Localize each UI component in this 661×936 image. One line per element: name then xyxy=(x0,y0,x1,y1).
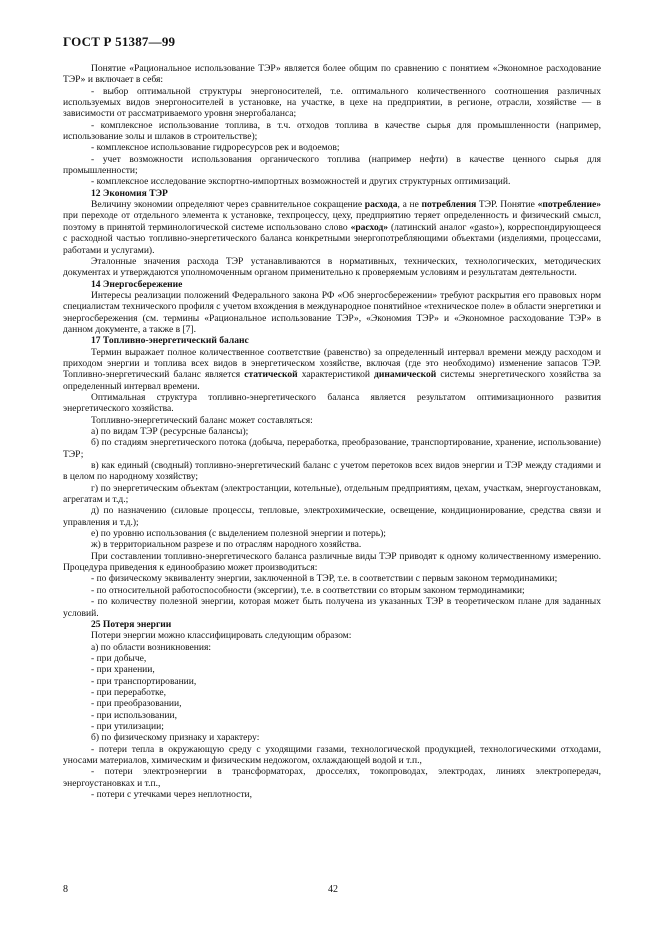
list-item: - при использовании, xyxy=(91,709,177,721)
list-item: - потери электроэнергии в трансформаторах, дросселях, токопроводах, электродах, линиях электропередач, энергоустановках и т.п., xyxy=(63,766,601,789)
list-item: - по физическому эквиваленту энергии, заключенной в ТЭР, т.е. в соответствии с первым законом термодинамики; xyxy=(91,573,558,585)
paragraph: - учет возможности использования органического топлива (например нефти) в качестве ценного сырья для промышленности; xyxy=(63,153,601,177)
document-header: ГОСТ Р 51387—99 xyxy=(63,34,176,49)
page-number-center: 42 xyxy=(328,884,338,895)
list-item: а) по области возникновения: xyxy=(91,641,212,653)
paragraph: Топливно-энергетический баланс может составляться: xyxy=(91,414,313,426)
section-heading-12: 12 Экономия ТЭР xyxy=(91,187,168,199)
list-item: д) по назначению (силовые процессы, тепловые, электрохимические, освещение, кондиционирование, средства связи и управления и т.д.); xyxy=(63,505,601,528)
paragraph: - комплексное использование топлива, в т.ч. отходов топлива в качестве сырья для промышленности (например, использование золы и шлаков в строительстве); xyxy=(63,119,601,143)
list-item: ж) в территориальном разрезе и по отраслям народного хозяйства. xyxy=(91,539,362,551)
paragraph: Интересы реализации положений Федерального закона РФ «Об энергосбережении» требуют раскрытия его правовых норм специалистам технического профиля с учетом вхождения в международное понятийное «техническое поле» в области энергетики и энергосбережения (см. термины «Рациональное использование ТЭР», «Экономия ТЭР» и «Экономное расходование ТЭР» в данном документе, а также в [7]. xyxy=(63,289,601,335)
paragraph: - выбор оптимальной структуры энергоносителей, т.е. оптимального количественного соотношения различных используемых видов энергоносителей в установке, на участке, в цехе на предприятии, в регионе, отрасли, хозяйстве — в зависимости от рассматриваемого уровня энергобаланса; xyxy=(63,85,601,120)
list-item: а) по видам ТЭР (ресурсные балансы); xyxy=(91,426,249,437)
paragraph: - комплексное исследование экспортно-импортных возможностей и других структурных оптимизаций. xyxy=(91,176,511,188)
document-body xyxy=(63,63,601,800)
list-item: - потери с утечками через неплотности, xyxy=(91,789,253,800)
list-item: - при транспортировании, xyxy=(91,675,197,687)
list-item: е) по уровню использования (с выделением полезной энергии и потерь); xyxy=(91,528,386,540)
section-heading-14: 14 Энергосбережение xyxy=(91,278,183,290)
paragraph: Эталонные значения расхода ТЭР устанавливаются в нормативных, технических, технологических, методических документах и утверждаются уполномоченным органом применительно к проверяемым условиям и результатам деятельности. xyxy=(63,255,601,279)
list-item: - по относительной работоспособности (эксергии), т.е. в соответствии со вторым законом термодинамики; xyxy=(91,584,525,596)
list-item: б) по физическому признаку и характеру: xyxy=(91,732,260,744)
section-heading-17: 17 Топливно-энергетический баланс xyxy=(91,335,249,347)
list-item: - по количеству полезной энергии, которая может быть получена из указанных ТЭР в теоретическом плане для заданных условий. xyxy=(63,596,601,619)
list-item: в) как единый (сводный) топливно-энергетический баланс с учетом перетоков всех видов энергии и ТЭР между стадиями и в целом по народному хозяйству; xyxy=(63,460,601,483)
list-item: - при переработке, xyxy=(91,686,167,698)
page-number-left: 8 xyxy=(63,884,68,895)
list-item: - при преобразовании, xyxy=(91,698,182,710)
list-item: - при хранении, xyxy=(91,664,155,676)
list-item: - потери тепла в окружающую среду с уходящими газами, технологической продукцией, технологическими отходами, уносами материалов, химическим и физическим недожогом, охлаждающей водой и т.п., xyxy=(63,743,601,766)
paragraph: Понятие «Рациональное использование ТЭР» является более общим по сравнению с понятием «Экономное расходование ТЭР» и включает в себя: xyxy=(63,63,601,86)
list-item: б) по стадиям энергетического потока (добыча, переработка, преобразование, транспортирование, хранение, использование) ТЭР; xyxy=(63,437,601,460)
paragraph: Величину экономии определяют через сравнительное сокращение расхода, а не потребления ТЭР. Понятие «потребление» при переходе от отдельного элемента к установке, техпроцессу, цеху, предприятию теряет определенность и физический смысл, поэтому в принятой терминологической системе использовано слово «расход» (латинский аналог «gasto»), корреспондирующееся с расходной частью топливно-энергетического баланса конкретными энергопотребляющими объектами (изделиями, процессами, работами и услугами). xyxy=(63,199,602,256)
paragraph: Оптимальная структура топливно-энергетического баланса является результатом оптимизационного развития энергетического хозяйства. xyxy=(63,391,601,415)
section-heading-25: 25 Потеря энергии xyxy=(91,618,172,630)
list-item: - при добыче, xyxy=(91,652,147,664)
paragraph: Потери энергии можно классифицировать следующим образом: xyxy=(91,630,352,642)
list-item: - при утилизации; xyxy=(91,720,164,732)
paragraph: - комплексное использование гидроресурсов рек и водоемов; xyxy=(91,142,340,154)
list-item: г) по энергетическим объектам (электростанции, котельные), отдельным предприятиям, цехам, участкам, энергоустановкам, агрегатам и т.д.; xyxy=(63,482,601,506)
paragraph: При составлении топливно-энергетического баланса различные виды ТЭР приводят к одному количественному измерению. Процедура приведения к единообразию может производиться: xyxy=(63,550,601,574)
paragraph: Термин выражает полное количественное соответствие (равенство) за определенный интервал времени между расходом и приходом энергии и топлива всех видов в энергетическом хозяйстве, включая (где это необходимо) изменение запасов ТЭР. Топливно-энергетический баланс является статической характеристикой динамической системы энергетического хозяйства за определенный интервал времени. xyxy=(63,346,601,392)
